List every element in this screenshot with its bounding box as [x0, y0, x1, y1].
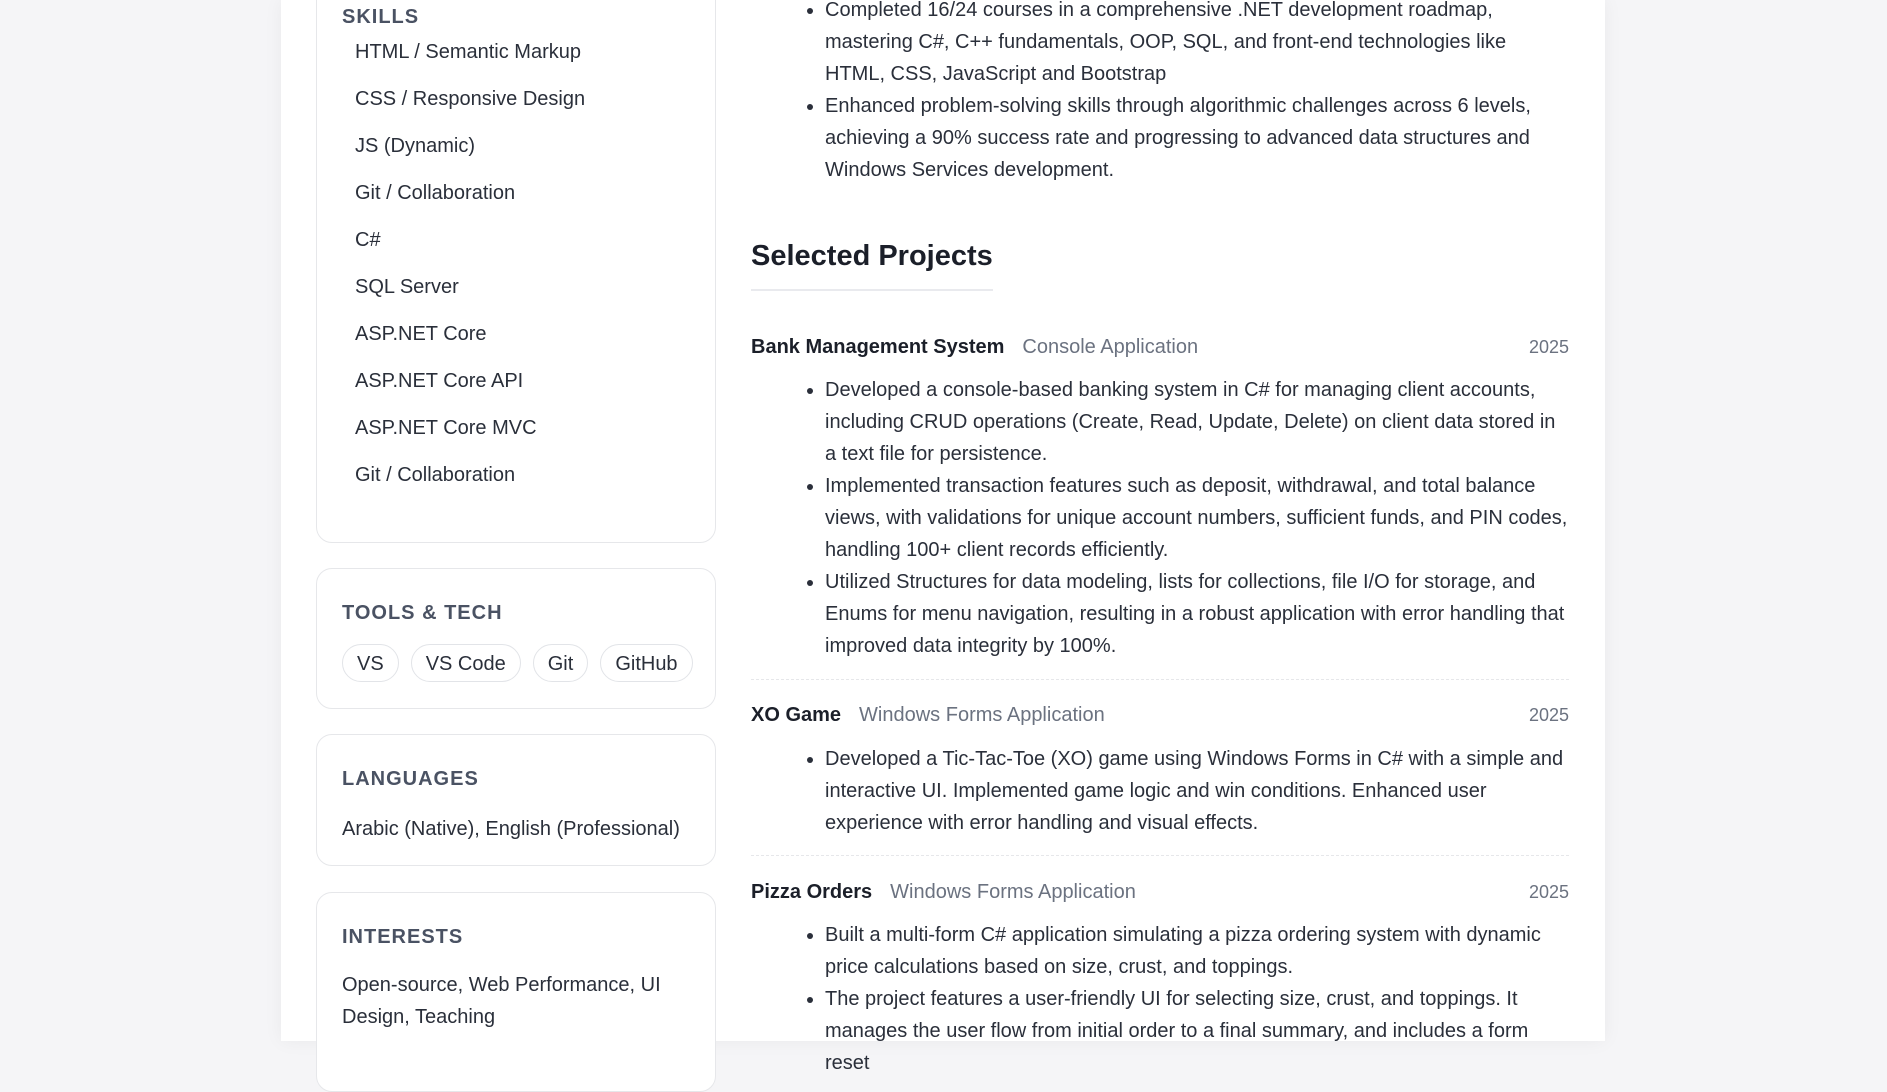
experience-bullets	[751, 0, 1569, 186]
project-header	[751, 699, 1569, 731]
skill-item: ASP.NET Core	[355, 323, 487, 345]
skills-card	[316, 0, 716, 543]
bullet: • Built a multi-form C# application simulating a pizza ordering system with dynamic price calculations based on size, crust, and toppings.	[825, 919, 1569, 983]
project-year: 2025	[1528, 337, 1569, 357]
project-divider	[751, 855, 1569, 856]
project-bank-management	[751, 331, 1569, 662]
bullet: • Developed a Tic-Tac-Toe (XO) game using Windows Forms in C# with a simple and interactive UI. Implemented game logic and win conditions. Enhanced user experience with error handling and visual effects.	[825, 743, 1569, 839]
project-header	[751, 331, 1569, 363]
tool-chip-git: Git	[533, 644, 589, 682]
project-type: Console Application	[1022, 336, 1199, 358]
bullet: • Enhanced problem-solving skills through algorithmic challenges across 6 levels, achieving a 90% success rate and progressing to advanced data structures and Windows Services development.	[825, 90, 1569, 186]
tool-chip-github: GitHub	[600, 644, 692, 682]
interests-text: Open-source, Web Performance, UI Design, Teaching	[342, 974, 661, 1028]
skill-item: ASP.NET Core API	[355, 370, 524, 392]
tools-card	[316, 568, 716, 709]
skills-heading: SKILLS	[342, 6, 420, 28]
skill-item: ASP.NET Core MVC	[355, 417, 537, 439]
bullet: • Utilized Structures for data modeling, lists for collections, file I/O for storage, and Enums for menu navigation, resulting in a robust application with error handling that improved data integrity by 100%.	[825, 566, 1569, 662]
project-name: Pizza Orders	[751, 881, 873, 903]
skill-item: Git / Collaboration	[355, 182, 516, 204]
project-year: 2025	[1528, 705, 1569, 725]
interests-heading: INTERESTS	[342, 926, 464, 948]
skill-item: HTML / Semantic Markup	[355, 41, 581, 63]
bullet: • Completed 16/24 courses in a comprehensive .NET development roadmap, mastering C#, C++ fundamentals, OOP, SQL, and front-end technologies like HTML, CSS, JavaScript and Bootstrap	[825, 0, 1569, 90]
project-name: XO Game	[751, 704, 842, 726]
skill-item: Git / Collaboration	[355, 464, 516, 486]
languages-text: Arabic (Native), English (Professional)	[342, 818, 680, 840]
tool-chip-vs: VS	[342, 644, 399, 682]
bullet: • The project features a user-friendly UI for selecting size, crust, and toppings. It manages the user flow from initial order to a final summary, and includes a form reset	[825, 983, 1569, 1079]
project-xo-game	[751, 699, 1569, 839]
tools-chips	[342, 644, 693, 682]
projects-heading: Selected Projects	[751, 240, 993, 291]
skill-item: CSS / Responsive Design	[355, 88, 586, 110]
languages-card	[316, 734, 716, 866]
bullet: • Developed a console-based banking system in C# for managing client accounts, including CRUD operations (Create, Read, Update, Delete) on client data stored in a text file for persistence.	[825, 374, 1569, 470]
bullet: • Implemented transaction features such as deposit, withdrawal, and total balance views, with validations for unique account numbers, sufficient funds, and PIN codes, handling 100+ client records efficiently.	[825, 470, 1569, 566]
project-divider	[751, 679, 1569, 680]
tools-heading: TOOLS & TECH	[342, 602, 503, 624]
project-header	[751, 876, 1569, 908]
project-name: Bank Management System	[751, 336, 1005, 358]
project-type: Windows Forms Application	[890, 881, 1136, 903]
project-year: 2025	[1528, 882, 1569, 902]
languages-heading: LANGUAGES	[342, 768, 479, 790]
skill-item: SQL Server	[355, 276, 459, 298]
skill-item: C#	[355, 229, 381, 251]
skill-item: JS (Dynamic)	[355, 135, 476, 157]
tool-chip-vscode: VS Code	[411, 644, 521, 682]
project-type: Windows Forms Application	[859, 704, 1105, 726]
project-pizza-orders	[751, 876, 1569, 1079]
skills-list	[355, 29, 585, 499]
